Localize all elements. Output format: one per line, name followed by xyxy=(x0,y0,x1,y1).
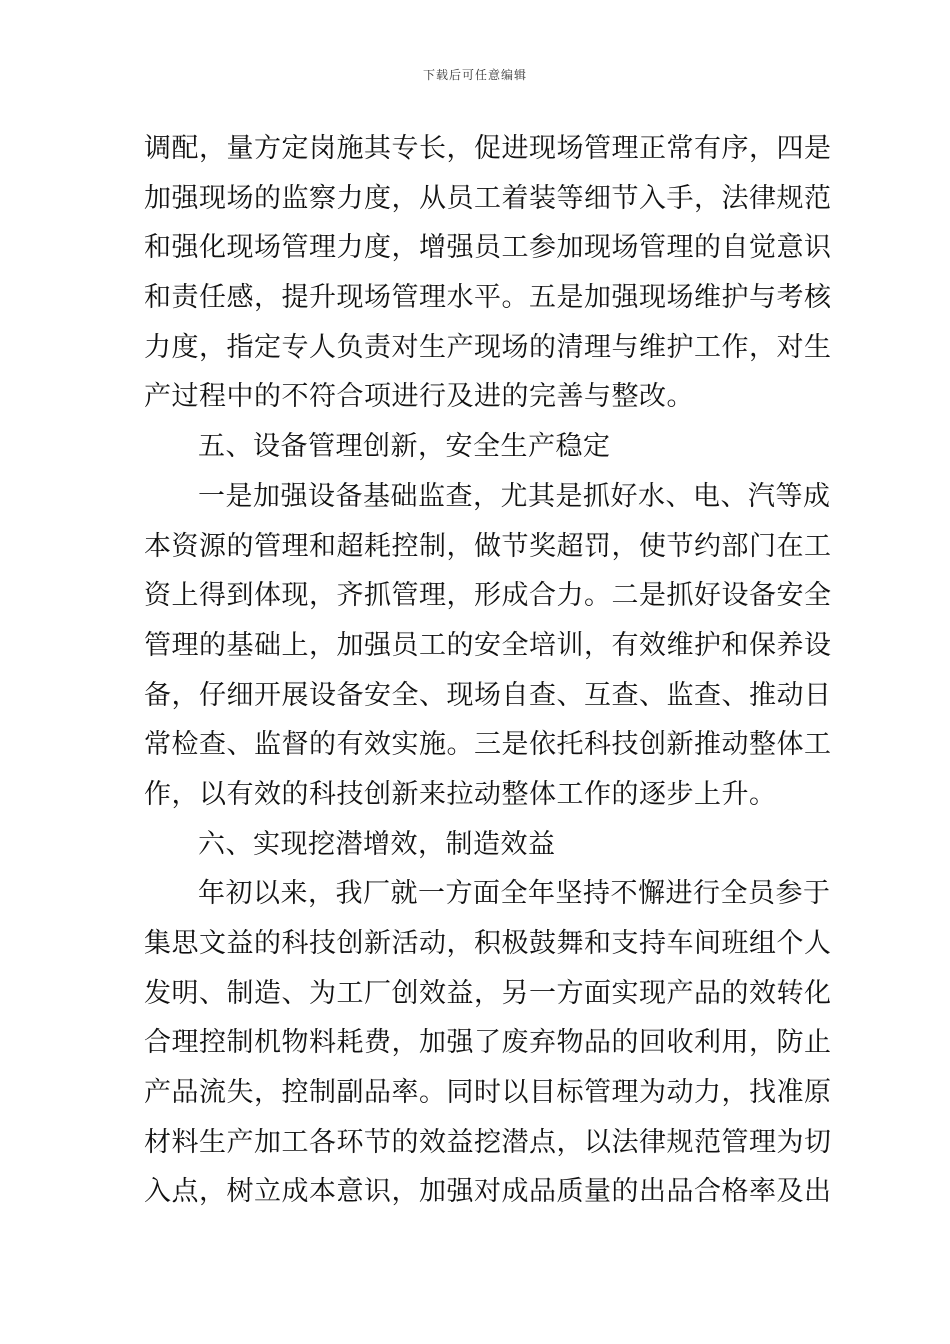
text-line: 发明、制造、为工厂创效益，另一方面实现产品的效转化 xyxy=(144,977,832,1009)
text-line: 和强化现场管理力度，增强员工参加现场管理的自觉意识 xyxy=(144,232,832,264)
text-line: 合理控制机物料耗费，加强了废弃物品的回收利用，防止 xyxy=(144,1027,832,1059)
text-line: 集思文益的科技创新活动，积极鼓舞和支持车间班组个人 xyxy=(144,928,832,959)
text-line: 管理的基础上，加强员工的安全培训，有效维护和保养设 xyxy=(144,629,832,661)
section-heading: 五、设备管理创新，安全生产稳定 xyxy=(198,431,611,463)
text-line: 备，仔细开展设备安全、现场自查、互查、监查、推动日 xyxy=(144,679,832,711)
paragraph xyxy=(144,869,832,1217)
text-line: 一是加强设备基础监查，尤其是抓好水、电、汽等成 xyxy=(198,480,831,512)
text-line: 常检查、监督的有效实施。三是依托科技创新推动整体工 xyxy=(144,729,832,761)
text-line: 入点，树立成本意识，加强对成品质量的出品合格率及出 xyxy=(144,1176,832,1208)
text-line: 加强现场的监察力度，从员工着装等细节入手，法律规范 xyxy=(144,182,832,214)
text-line: 力度，指定专人负责对生产现场的清理与维护工作，对生 xyxy=(144,331,832,363)
page-header: 下载后可任意编辑 xyxy=(422,68,527,82)
text-line: 产品流失，控制副品率。同时以目标管理为动力，找准原 xyxy=(144,1077,832,1109)
text-line: 材料生产加工各环节的效益挖潜点，以法律规范管理为切 xyxy=(144,1126,832,1158)
text-line: 和责任感，提升现场管理水平。五是加强现场维护与考核 xyxy=(144,282,832,314)
paragraph xyxy=(144,124,832,422)
document-body xyxy=(144,124,832,1217)
section-heading: 六、实现挖潜增效，制造效益 xyxy=(198,828,556,860)
text-line: 产过程中的不符合项进行及进的完善与整改。 xyxy=(144,381,694,413)
text-line: 调配，量方定岗施其专长，促进现场管理正常有序，四是 xyxy=(144,133,832,164)
paragraph xyxy=(144,472,832,820)
text-line: 作，以有效的科技创新来拉动整体工作的逐步上升。 xyxy=(144,778,777,810)
text-line: 本资源的管理和超耗控制，做节奖超罚，使节约部门在工 xyxy=(144,530,832,562)
text-line: 资上得到体现，齐抓管理，形成合力。二是抓好设备安全 xyxy=(144,580,832,612)
text-line: 年初以来，我厂就一方面全年坚持不懈进行全员参于 xyxy=(198,878,831,910)
